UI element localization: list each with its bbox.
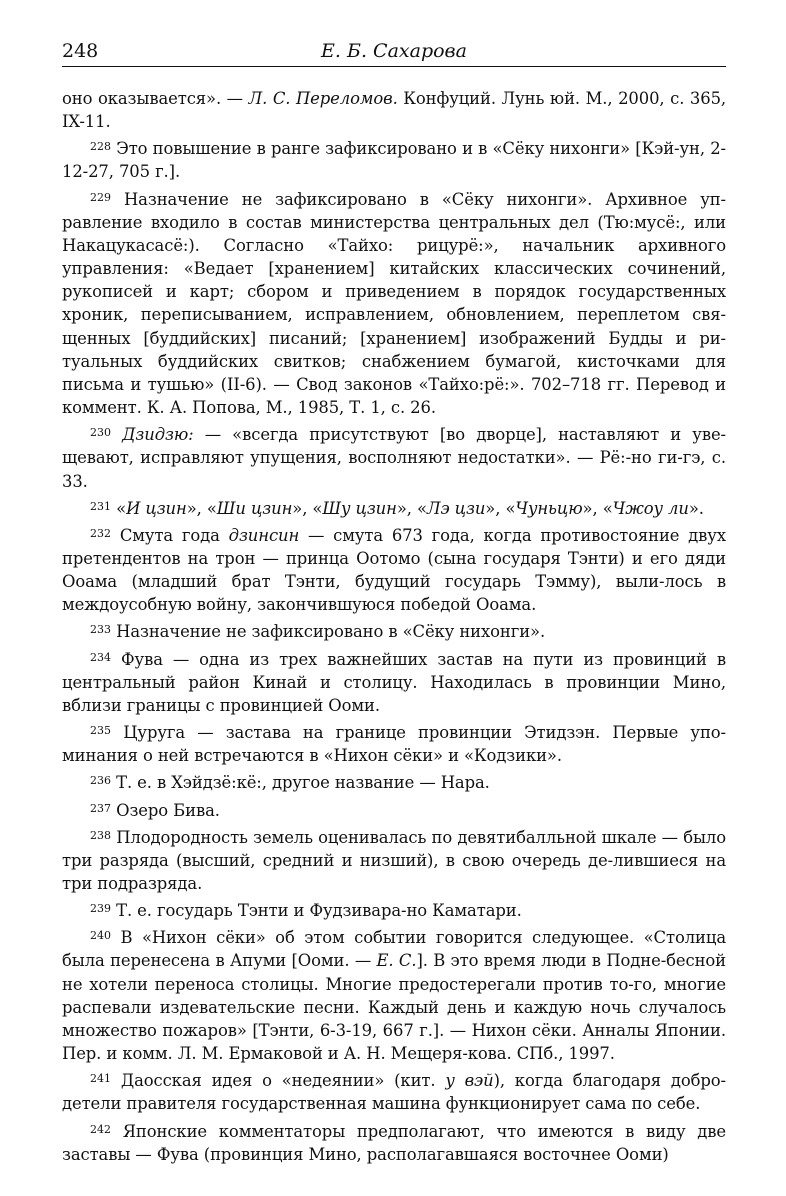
footnote-text: Озеро Бива. <box>116 800 220 820</box>
footnote-text: Фува — одна из трех важнейших застав на пути из провинций в центральный район Кинай и столицу. Находилась в провинции Мино, вблизи границы с провинцией Ооми. <box>62 649 726 715</box>
italic-term: Ши цзин <box>216 498 293 518</box>
footnote-242 <box>62 1118 726 1166</box>
book-page <box>62 40 726 1168</box>
footnote-text: », « <box>186 498 217 518</box>
continued-text-pre: оно оказывается». — <box>62 89 249 108</box>
footnote-text: Назначение не зафиксировано в «Сёку нихонги». <box>116 622 546 642</box>
italic-term: Шу цзин <box>322 498 397 518</box>
footnote-text: ». <box>688 498 704 518</box>
footnote-text: Т. е. государь Тэнти и Фудзивара-но Каматари. <box>116 901 522 921</box>
footnote-number: 235 <box>90 724 111 738</box>
footnote-text: Смута года <box>119 525 229 545</box>
footnote-228 <box>62 135 726 183</box>
footnote-text: Цуруга — застава на границе провинции Этидзэн. Первые упо-минания о ней встречаются в «Нихон сёки» и «Кодзики». <box>62 723 726 766</box>
footnote-text: Это повышение в ранге зафиксировано и в «Сёку нихонги» [Кэй-ун, 2-12-27, 705 г.]. <box>62 139 726 182</box>
footnote-237 <box>62 797 726 822</box>
footnote-text: ]. В это время люди в Подне-бесной не хотели переноса столицы. Многие предостерегали против то-го, многие распевали издевательские песни. Каждый день и каждую ночь случалось множество пожаров» [Тэнти, 6-3-19, 667 г.]. — Нихон сёки. Анналы Японии. Пер. и комм. Л. М. Ермаковой и А. Н. Мещеря-кова. СПб., 1997. <box>62 951 726 1064</box>
cited-author: Л. С. Переломов. <box>248 89 398 108</box>
footnote-text: — «всегда присутствуют [во дворце], наставляют и уве-щевают, исправляют упущения, восполняют недостатки». — Рё:-но ги-гэ, с. 33. <box>62 425 726 491</box>
footnote-list <box>62 135 726 1166</box>
footnote-number: 233 <box>90 623 111 637</box>
footnote-text: ), когда благодаря добро-детели правителя государственная машина функционирует сама по себе. <box>62 1071 726 1114</box>
footnote-233 <box>62 618 726 643</box>
footnote-number: 242 <box>90 1122 111 1136</box>
footnote-239 <box>62 897 726 922</box>
footnote-number: 229 <box>90 190 111 204</box>
footnote-238 <box>62 824 726 895</box>
footnote-229 <box>62 186 726 420</box>
footnote-number: 228 <box>90 140 111 154</box>
continued-note <box>62 87 726 133</box>
footnote-236 <box>62 769 726 794</box>
footnote-number: 240 <box>90 929 111 943</box>
footnote-number: 236 <box>90 774 111 788</box>
footnote-number: 237 <box>90 801 111 815</box>
italic-term: Чуньцю <box>515 498 583 518</box>
italic-term: дзинсин <box>228 525 300 545</box>
italic-term: у вэй <box>445 1071 494 1091</box>
footnote-text: Плодородность земель оценивалась по девятибалльной шкале — было три разряда (высший, средний и низший), в свою очередь де-лившиеся на три подразряда. <box>62 827 726 893</box>
footnote-text: », « <box>292 498 323 518</box>
footnote-232 <box>62 522 726 617</box>
footnote-text: — смута 673 года, когда противостояние двух претендентов на трон — принца Оотомо (сына государя Тэнти) и его дяди Ооама (младший брат Тэнти, будущий государь Тэмму), выли-лось в междоусобную войну, закончившуюся победой Ооама. <box>62 525 726 615</box>
footnote-text: Т. е. в Хэйдзё:кё:, другое название — Нара. <box>116 773 490 793</box>
footnote-number: 241 <box>90 1072 111 1086</box>
running-head: Е. Б. Сахарова <box>321 40 467 62</box>
footnote-number: 239 <box>90 902 111 916</box>
footnote-number: 230 <box>90 426 111 440</box>
italic-term: Чжоу ли <box>612 498 689 518</box>
italic-term: Дзидзю: <box>122 425 194 445</box>
page-header <box>62 40 726 67</box>
footnotes-body <box>62 87 726 1166</box>
footnote-text: Даосская идея о «недеянии» (кит. <box>120 1071 446 1091</box>
italic-term: Лэ цзи <box>426 498 486 518</box>
footnote-text: », « <box>485 498 516 518</box>
italic-term: И цзин <box>126 498 187 518</box>
continued-text-post: Конфуций. Лунь юй. М., 2000, с. 365, IX-11. <box>62 89 727 132</box>
footnote-text: Японские комментаторы предполагают, что имеются в виду две заставы — Фува (провинция Мино, располагавшаяся восточнее Ооми) <box>62 1121 726 1164</box>
footnote-number: 232 <box>90 526 111 540</box>
footnote-text: Назначение не зафиксировано в «Сёку нихонги». Архивное уп-равление входило в состав министерства центральных дел (Тю:мусё:, или Накацукасасё:). Согласно «Тайхо: рицурё:», начальник архивного управления: «Ведает [хранением] китайских классических сочинений, рукописей и карт; сбором и приведением в порядок государственных хроник, переписыванием, исправлением, обновлением, переплетом свя-щенных [буддийских] писаний; [хранением] изображений Будды и ри-туальных буддийских свитков; снабжением бумагой, кисточками для письма и тушью» (II-6). — Свод законов «Тайхо:рё:». 702–718 гг. Перевод и коммент. К. А. Попова, М., 1985, Т. 1, с. 26. <box>62 189 726 418</box>
footnote-text: « <box>116 498 127 518</box>
footnote-text: », « <box>396 498 427 518</box>
footnote-text: », « <box>582 498 613 518</box>
footnote-number: 231 <box>90 499 111 513</box>
footnote-230 <box>62 421 726 492</box>
footnote-number: 238 <box>90 828 111 842</box>
footnote-text: В «Нихон сёки» об этом событии говорится следующее. «Столица была перенесена в Апуми [Ооми. — <box>62 928 726 971</box>
italic-term: Е. С. <box>376 951 417 971</box>
footnote-number: 234 <box>90 650 111 664</box>
footnote-235 <box>62 719 726 767</box>
footnote-240 <box>62 924 726 1065</box>
footnote-234 <box>62 646 726 717</box>
footnote-241 <box>62 1067 726 1115</box>
footnote-231 <box>62 495 726 520</box>
page-number: 248 <box>62 40 99 62</box>
